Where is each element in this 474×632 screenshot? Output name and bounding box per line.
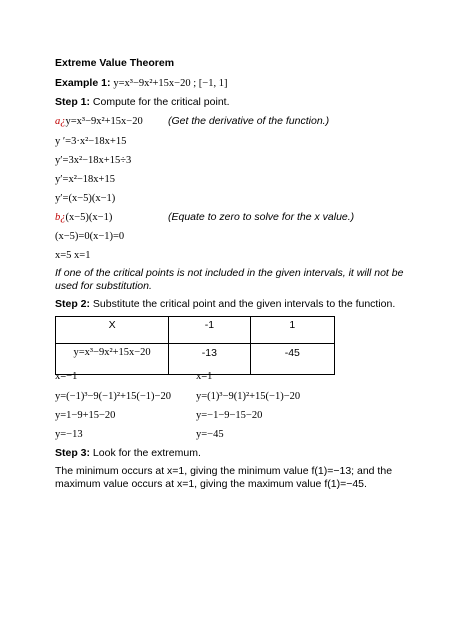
derivation-note: (Equate to zero to solve for the x value.) (168, 211, 355, 223)
table-header-cell: X (56, 317, 169, 344)
derivation-line: y′=x²−18x+15 (55, 174, 115, 185)
derivation-line (55, 211, 112, 224)
document-title: Extreme Value Theorem (55, 57, 175, 69)
example-label: Example 1: (55, 77, 111, 89)
step1-line (55, 96, 230, 109)
derivation-line: y ′=3·x²−18x+15 (55, 136, 127, 147)
substitution-left: y=−13 (55, 429, 83, 440)
step3-label: Step 3: (55, 447, 91, 459)
italic-note: If one of the critical points is not included in the given intervals, it will not be used for substitution. (55, 267, 404, 292)
derivation-expr: y=x³−9x²+15x−20 (65, 116, 143, 127)
substitution-left: y=(−1)³−9(−1)²+15(−1)−20 (55, 391, 171, 402)
table-header-cell: 1 (250, 317, 334, 344)
conclusion-paragraph: The minimum occurs at x=1, giving the minimum value f(1)=−13; and the maximum value occurs at x=1, giving the maximum value f(1)=−45. (55, 465, 393, 490)
table-row (56, 317, 335, 344)
derivation-expr: (x−5)(x−1) (65, 212, 113, 223)
derivation-prefix: b¿ (55, 212, 66, 223)
step1-text: Compute for the critical point. (90, 96, 230, 108)
substitution-left: x=−1 (55, 371, 78, 382)
example-expression: y=x³−9x²+15x−20 ; [−1, 1] (113, 78, 228, 89)
derivation-line: x=5 x=1 (55, 250, 91, 261)
step1-label: Step 1: (55, 96, 91, 108)
example-line (55, 77, 227, 90)
substitution-left: y=1−9+15−20 (55, 410, 116, 421)
values-table (55, 316, 335, 375)
step3-text: Look for the extremum. (90, 447, 201, 459)
table-cell: -13 (169, 344, 250, 375)
step3-line (55, 447, 201, 460)
derivation-line: y′=3x²−18x+15÷3 (55, 155, 132, 166)
substitution-right: x=1 (196, 371, 213, 382)
table-row (56, 344, 335, 375)
step2-line (55, 298, 395, 311)
table-cell: -45 (250, 344, 334, 375)
derivation-line: y′=(x−5)(x−1) (55, 193, 116, 204)
substitution-right: y=−45 (196, 429, 224, 440)
step2-text: Substitute the critical point and the given intervals to the function. (90, 298, 396, 310)
table-cell: y=x³−9x²+15x−20 (56, 344, 169, 375)
substitution-right: y=−1−9−15−20 (196, 410, 263, 421)
substitution-right: y=(1)³−9(1)²+15(−1)−20 (196, 391, 301, 402)
step2-label: Step 2: (55, 298, 91, 310)
derivation-prefix: a¿ (55, 116, 66, 127)
table-header-cell: -1 (169, 317, 250, 344)
derivation-note: (Get the derivative of the function.) (168, 115, 330, 127)
derivation-line (55, 115, 143, 128)
derivation-line: (x−5)=0(x−1)=0 (55, 231, 125, 242)
